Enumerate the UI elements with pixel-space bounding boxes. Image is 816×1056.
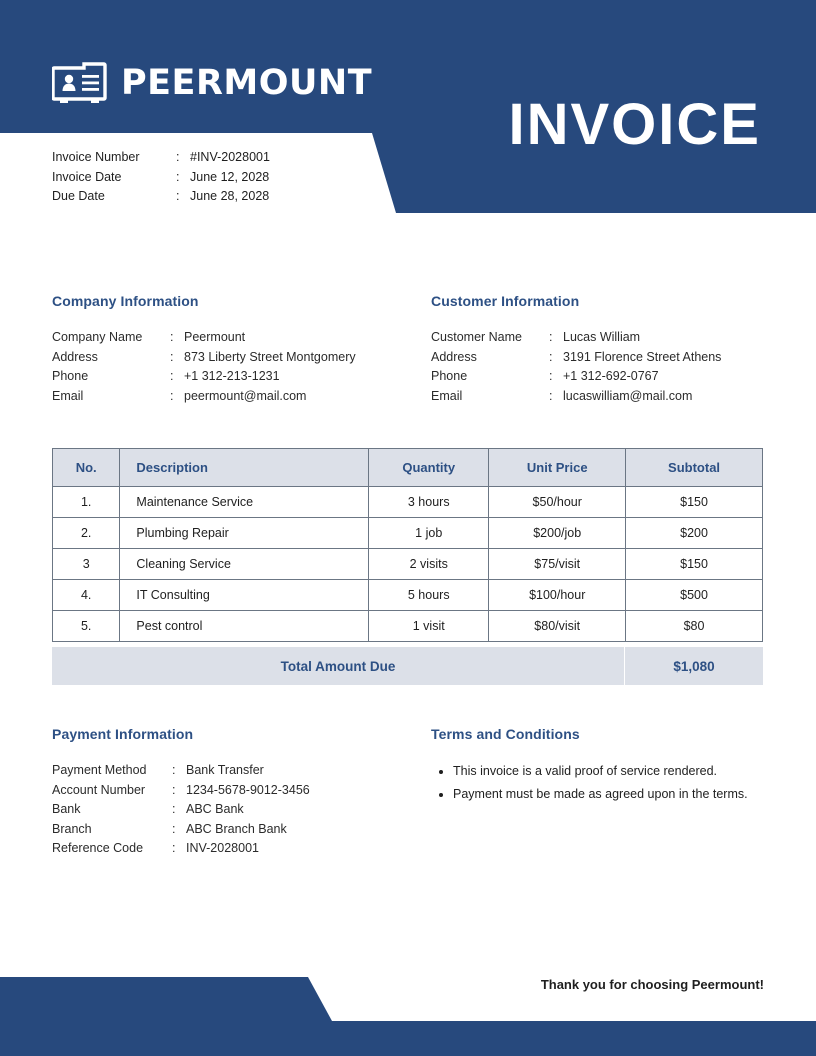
table-row	[53, 580, 763, 611]
cell-subtotal: $500	[626, 580, 763, 611]
total-amount-row	[52, 647, 763, 685]
footer-thank-you-text: Thank you for choosing Peermount!	[540, 977, 764, 992]
list-item: • Payment must be made as agreed upon in the terms.	[453, 784, 776, 805]
meta-row-invoice-number	[52, 148, 270, 168]
cell-no: 4.	[53, 580, 120, 611]
customer-email-value: lucaswilliam@mail.com	[563, 388, 693, 403]
meta-colon: :	[176, 169, 180, 184]
kv-colon: :	[549, 330, 553, 344]
cell-unit-price: $200/job	[489, 518, 626, 549]
meta-label: Invoice Number	[52, 150, 140, 164]
meta-row-invoice-date	[52, 168, 270, 188]
kv-label: Customer Name	[431, 330, 522, 344]
brand-name: PEERMOUNT	[121, 62, 373, 103]
meta-colon: :	[176, 150, 180, 164]
payment-row-bank	[52, 800, 422, 820]
customer-information-heading: Customer Information	[431, 293, 580, 309]
kv-label: Reference Code	[52, 841, 144, 855]
customer-name-value: Lucas William	[563, 330, 641, 344]
company-row-name	[52, 328, 432, 348]
kv-label: Bank	[52, 802, 81, 816]
cell-no: 5.	[53, 611, 120, 642]
table-row	[53, 611, 763, 642]
company-name-value: Peermount	[184, 330, 246, 344]
company-email-value: peermount@mail.com	[184, 388, 307, 403]
kv-colon: :	[549, 388, 553, 403]
invoice-title: INVOICE	[508, 92, 761, 157]
account-number-value: 1234-5678-9012-3456	[186, 782, 310, 797]
cell-unit-price: $75/visit	[489, 549, 626, 580]
total-amount-value: $1,080	[625, 647, 763, 685]
company-row-email	[52, 387, 432, 407]
column-header-description: Description	[120, 449, 369, 487]
kv-label: Address	[431, 349, 477, 364]
kv-label: Address	[52, 349, 98, 364]
kv-label: Phone	[52, 369, 89, 383]
column-header-unit-price: Unit Price	[489, 449, 626, 487]
payment-information-block	[52, 726, 422, 859]
cell-unit-price: $100/hour	[489, 580, 626, 611]
kv-colon: :	[170, 349, 174, 364]
meta-value-due-date: June 28, 2028	[190, 189, 270, 203]
company-information-block	[52, 293, 432, 406]
kv-colon: :	[172, 763, 176, 777]
cell-quantity: 1 visit	[369, 611, 489, 642]
kv-colon: :	[172, 821, 176, 836]
table-header-row	[53, 449, 763, 487]
column-header-no: No.	[53, 449, 120, 487]
cell-subtotal: $150	[626, 549, 763, 580]
cell-subtotal: $200	[626, 518, 763, 549]
cell-description: Cleaning Service	[120, 549, 369, 580]
terms-and-conditions-heading: Terms and Conditions	[431, 726, 580, 742]
payment-information-heading: Payment Information	[52, 726, 194, 742]
customer-row-name	[431, 328, 801, 348]
list-item: • This invoice is a valid proof of service rendered.	[453, 761, 776, 782]
payment-row-branch	[52, 820, 422, 840]
payment-row-account-number	[52, 781, 422, 801]
branch-value: ABC Branch Bank	[186, 821, 287, 836]
id-card-icon	[52, 60, 107, 106]
bank-value: ABC Bank	[186, 802, 244, 816]
cell-description: Plumbing Repair	[120, 518, 369, 549]
column-header-quantity: Quantity	[369, 449, 489, 487]
meta-value-invoice-number: #INV-2028001	[190, 150, 270, 164]
kv-colon: :	[172, 841, 176, 855]
cell-quantity: 5 hours	[369, 580, 489, 611]
kv-colon: :	[170, 369, 174, 383]
kv-label: Company Name	[52, 330, 143, 344]
customer-phone-value: +1 312-692-0767	[563, 369, 659, 383]
customer-address-value: 3191 Florence Street Athens	[563, 349, 722, 364]
cell-description: Pest control	[120, 611, 369, 642]
cell-subtotal: $80	[626, 611, 763, 642]
cell-unit-price: $50/hour	[489, 487, 626, 518]
meta-row-due-date	[52, 187, 270, 207]
payment-row-method	[52, 761, 422, 781]
company-row-address	[52, 348, 432, 368]
kv-label: Account Number	[52, 782, 146, 797]
terms-list	[431, 761, 776, 805]
terms-and-conditions-block	[431, 726, 776, 807]
total-amount-label: Total Amount Due	[52, 647, 624, 685]
cell-no: 2.	[53, 518, 120, 549]
table-row	[53, 549, 763, 580]
cell-quantity: 1 job	[369, 518, 489, 549]
customer-row-address	[431, 348, 801, 368]
kv-colon: :	[172, 782, 176, 797]
customer-information-block	[431, 293, 801, 406]
customer-row-email	[431, 387, 801, 407]
invoice-meta	[52, 148, 270, 207]
kv-colon: :	[170, 330, 174, 344]
meta-value-invoice-date: June 12, 2028	[190, 169, 270, 184]
brand-logo	[52, 60, 372, 106]
company-phone-value: +1 312-213-1231	[184, 369, 280, 383]
cell-quantity: 3 hours	[369, 487, 489, 518]
kv-label: Email	[431, 388, 463, 403]
company-information-heading: Company Information	[52, 293, 199, 309]
footer-notch-shape	[0, 977, 400, 1021]
company-address-value: 873 Liberty Street Montgomery	[184, 349, 356, 364]
payment-method-value: Bank Transfer	[186, 763, 264, 777]
cell-description: Maintenance Service	[120, 487, 369, 518]
cell-unit-price: $80/visit	[489, 611, 626, 642]
kv-colon: :	[549, 369, 553, 383]
company-row-phone	[52, 367, 432, 387]
cell-description: IT Consulting	[120, 580, 369, 611]
table-row	[53, 518, 763, 549]
payment-row-reference-code	[52, 839, 422, 859]
table-row	[53, 487, 763, 518]
meta-label: Due Date	[52, 189, 105, 203]
cell-subtotal: $150	[626, 487, 763, 518]
meta-label: Invoice Date	[52, 169, 122, 184]
kv-label: Phone	[431, 369, 468, 383]
kv-label: Branch	[52, 821, 92, 836]
kv-colon: :	[172, 802, 176, 816]
cell-no: 3	[53, 549, 120, 580]
meta-colon: :	[176, 189, 180, 203]
kv-colon: :	[549, 349, 553, 364]
cell-quantity: 2 visits	[369, 549, 489, 580]
customer-row-phone	[431, 367, 801, 387]
cell-no: 1.	[53, 487, 120, 518]
invoice-items-table	[52, 448, 763, 642]
kv-label: Payment Method	[52, 763, 147, 777]
kv-colon: :	[170, 388, 174, 403]
column-header-subtotal: Subtotal	[626, 449, 763, 487]
footer-band	[0, 1021, 816, 1056]
reference-code-value: INV-2028001	[186, 841, 259, 855]
kv-label: Email	[52, 388, 84, 403]
